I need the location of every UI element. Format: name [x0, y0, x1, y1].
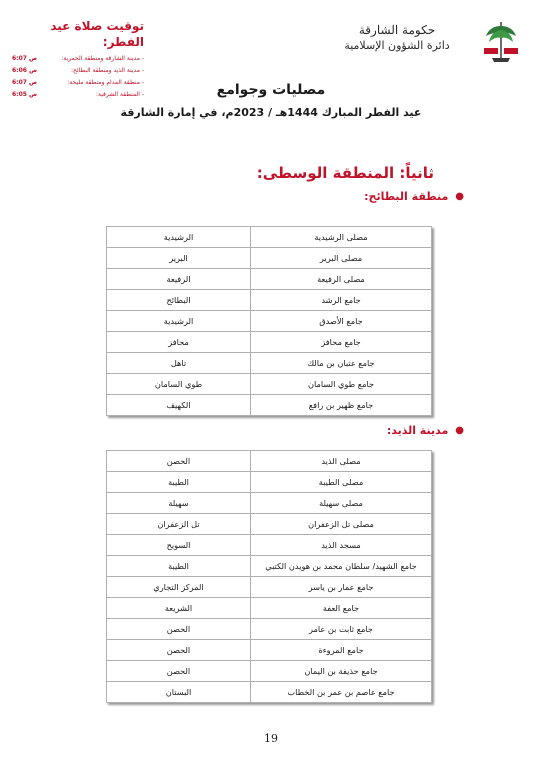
location-cell: طوي السامان — [107, 374, 251, 395]
mosque-name-cell: جامع عتبان بن مالك — [251, 353, 432, 374]
table-row — [107, 682, 432, 703]
location-cell: الرشيدية — [107, 311, 251, 332]
timing-area: - مدينة الذيد ومنطقة البطائح: — [70, 67, 144, 74]
table-row — [107, 269, 432, 290]
table-row — [107, 353, 432, 374]
table-row — [107, 290, 432, 311]
region-heading-bataeh — [364, 190, 464, 203]
timing-area: - مدينة الشارقة ومنطقة الحمرية: — [61, 55, 144, 62]
timing-time: 6:07 ص — [12, 55, 38, 62]
location-cell: الحصن — [107, 640, 251, 661]
mosque-name-cell: جامع محافز — [251, 332, 432, 353]
timing-item — [12, 65, 144, 77]
table-row — [107, 556, 432, 577]
page-subtitle: عيد الفطر المبارك 1444هـ / 2023م، في إمارة الشارقة — [120, 106, 422, 119]
table-row — [107, 451, 432, 472]
page-number: 19 — [264, 732, 278, 745]
government-name — [322, 22, 472, 54]
region-title: مدينة الذيد: — [386, 424, 449, 437]
location-cell: الحصن — [107, 619, 251, 640]
location-cell: الحصن — [107, 661, 251, 682]
timing-area: - منطقة المدام ومنطقة مليحة: — [67, 79, 144, 86]
page-title: مصليات وجوامع — [216, 82, 326, 98]
location-cell: الكهيف — [107, 395, 251, 416]
mosque-name-cell: مصلى الطيبة — [251, 472, 432, 493]
table-row — [107, 395, 432, 416]
bullet-icon: ● — [455, 425, 464, 436]
region-title: منطقة البطائح: — [364, 190, 449, 203]
table-row — [107, 619, 432, 640]
location-cell: المركز التجاري — [107, 577, 251, 598]
location-cell: الشريعة — [107, 598, 251, 619]
bullet-icon: ● — [455, 191, 464, 202]
mosque-name-cell: مصلى الرشيدية — [251, 227, 432, 248]
mosque-name-cell: جامع الشهيد/ سلطان محمد بن هويدن الكتبي — [251, 556, 432, 577]
gov-line-2: دائرة الشؤون الإسلامية — [344, 39, 450, 52]
location-cell: البرير — [107, 248, 251, 269]
timing-time: 6:06 ص — [12, 67, 38, 74]
mosque-name-cell: مصلى سهيلة — [251, 493, 432, 514]
location-cell: تاهل — [107, 353, 251, 374]
location-cell: الطيبة — [107, 556, 251, 577]
table-row — [107, 577, 432, 598]
mosque-name-cell: جامع عاصم بن عمر بن الخطاب — [251, 682, 432, 703]
mosque-name-cell: جامع الأصدق — [251, 311, 432, 332]
location-cell: البطائح — [107, 290, 251, 311]
mosque-name-cell: جامع حذيفة بن اليمان — [251, 661, 432, 682]
region-heading-dhaid — [387, 424, 464, 437]
table-row — [107, 472, 432, 493]
mosque-name-cell: جامع الرشد — [251, 290, 432, 311]
timing-item — [12, 53, 144, 65]
timing-area: - المنطقة الشرقية: — [95, 91, 144, 98]
mosque-name-cell: جامع ثابت بن عامر — [251, 619, 432, 640]
location-cell: الرشيدية — [107, 227, 251, 248]
mosque-name-cell: جامع ظهير بن رافع — [251, 395, 432, 416]
table-row — [107, 332, 432, 353]
location-cell: البستان — [107, 682, 251, 703]
location-cell: الرفيعة — [107, 269, 251, 290]
table-row — [107, 514, 432, 535]
mosque-name-cell: جامع العفة — [251, 598, 432, 619]
mosque-name-cell: مصلى الرفيعة — [251, 269, 432, 290]
location-cell: محافز — [107, 332, 251, 353]
location-cell: السويح — [107, 535, 251, 556]
timing-time: 6:05 ص — [12, 91, 38, 98]
timing-title: توقيت صلاة عيد الفطر: — [50, 19, 144, 49]
dhaid-mosques-table — [106, 450, 432, 703]
bataeh-mosques-table — [106, 226, 432, 416]
sharjah-emblem-icon — [478, 18, 524, 64]
mosque-name-cell: جامع المروءة — [251, 640, 432, 661]
table-row — [107, 248, 432, 269]
mosque-name-cell: مصلى البرير — [251, 248, 432, 269]
table-row — [107, 227, 432, 248]
mosque-name-cell: جامع عمار بن ياسر — [251, 577, 432, 598]
mosque-name-cell: مصلى تل الزعفران — [251, 514, 432, 535]
table-row — [107, 640, 432, 661]
mosque-name-cell: مصلى الذيد — [251, 451, 432, 472]
section-title: ثانياً: المنطقة الوسطى: — [256, 164, 434, 182]
table-row — [107, 374, 432, 395]
mosque-name-cell: جامع طوي السامان — [251, 374, 432, 395]
table-row — [107, 535, 432, 556]
gov-line-1: حكومة الشارقة — [358, 23, 436, 37]
timing-time: 6:07 ص — [12, 79, 38, 86]
table-row — [107, 661, 432, 682]
location-cell: الحصن — [107, 451, 251, 472]
location-cell: تل الزعفران — [107, 514, 251, 535]
table-row — [107, 598, 432, 619]
location-cell: الطيبة — [107, 472, 251, 493]
location-cell: سهيلة — [107, 493, 251, 514]
table-row — [107, 311, 432, 332]
table-row — [107, 493, 432, 514]
mosque-name-cell: مسجد الذيد — [251, 535, 432, 556]
